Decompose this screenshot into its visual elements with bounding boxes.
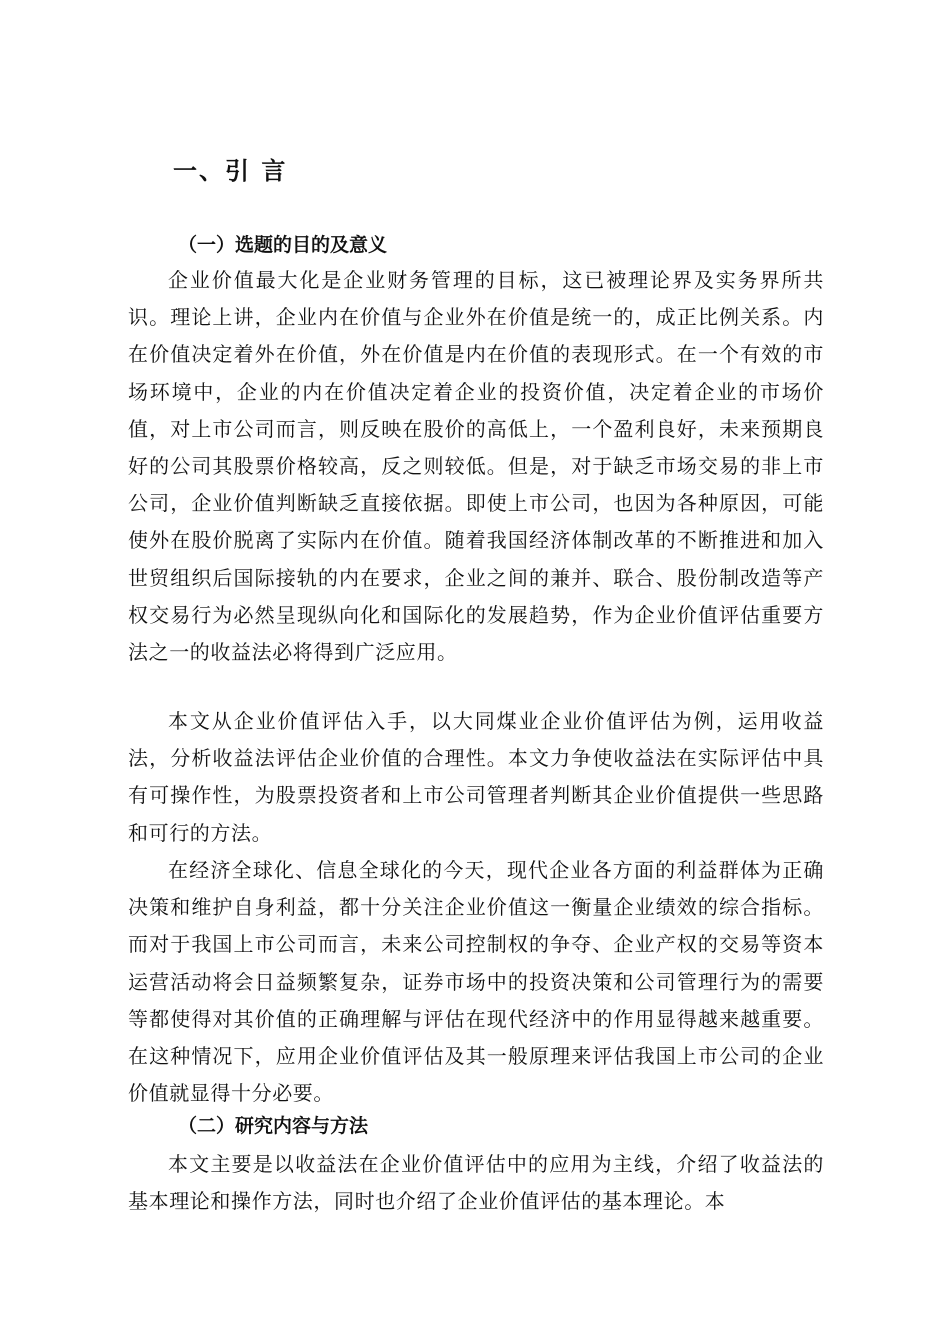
paragraph-4: 本文主要是以收益法在企业价值评估中的应用为主线，介绍了收益法的基本理论和操作方法，同时也介绍了企业价值评估的基本理论。本 — [128, 1152, 824, 1214]
paragraph-1: 企业价值最大化是企业财务管理的目标，这已被理论界及实务界所共识。理论上讲，企业内在价值与企业外在价值是统一的，成正比例关系。内在价值决定着外在价值，外在价值是内在价值的表现形式。在一个有效的市场环境中，企业的内在价值决定着企业的投资价值，决定着企业的市场价值，对上市公司而言，则反映在股价的高低上，一个盈利良好，未来预期良好的公司其股票价格较高，反之则较低。但是，对于缺乏市场交易的非上市公司，企业价值判断缺乏直接依据。即使上市公司，也因为各种原因，可能使外在股价脱离了实际内在价值。随着我国经济体制改革的不断推进和加入世贸组织后国际接轨的内在要求，企业之间的兼并、联合、股份制改造等产权交易行为必然呈现纵向化和国际化的发展趋势，作为企业价值评估重要方法之一的收益法必将得到广泛应用。 — [128, 268, 824, 665]
section-title: 一、引 言 — [173, 157, 288, 185]
paragraph-3: 在经济全球化、信息全球化的今天，现代企业各方面的利益群体为正确决策和维护自身利益，都十分关注企业价值这一衡量企业绩效的综合指标。而对于我国上市公司而言，未来公司控制权的争夺、企业产权的交易等资本运营活动将会日益频繁复杂，证券市场中的投资决策和公司管理行为的需要等都使得对其价值的正确理解与评估在现代经济中的作用显得越来越重要。在这种情况下，应用企业价值评估及其一般原理来评估我国上市公司的企业价值就显得十分必要。 — [128, 858, 824, 1106]
paragraph-2: 本文从企业价值评估入手，以大同煤业企业价值评估为例，运用收益法，分析收益法评估企业价值的合理性。本文力争使收益法在实际评估中具有可操作性，为股票投资者和上市公司管理者判断其企业价值提供一些思路和可行的方法。 — [128, 709, 824, 845]
subsection-title-content: （二）研究内容与方法 — [178, 1115, 369, 1137]
subsection-title-purpose: （一）选题的目的及意义 — [178, 234, 388, 256]
